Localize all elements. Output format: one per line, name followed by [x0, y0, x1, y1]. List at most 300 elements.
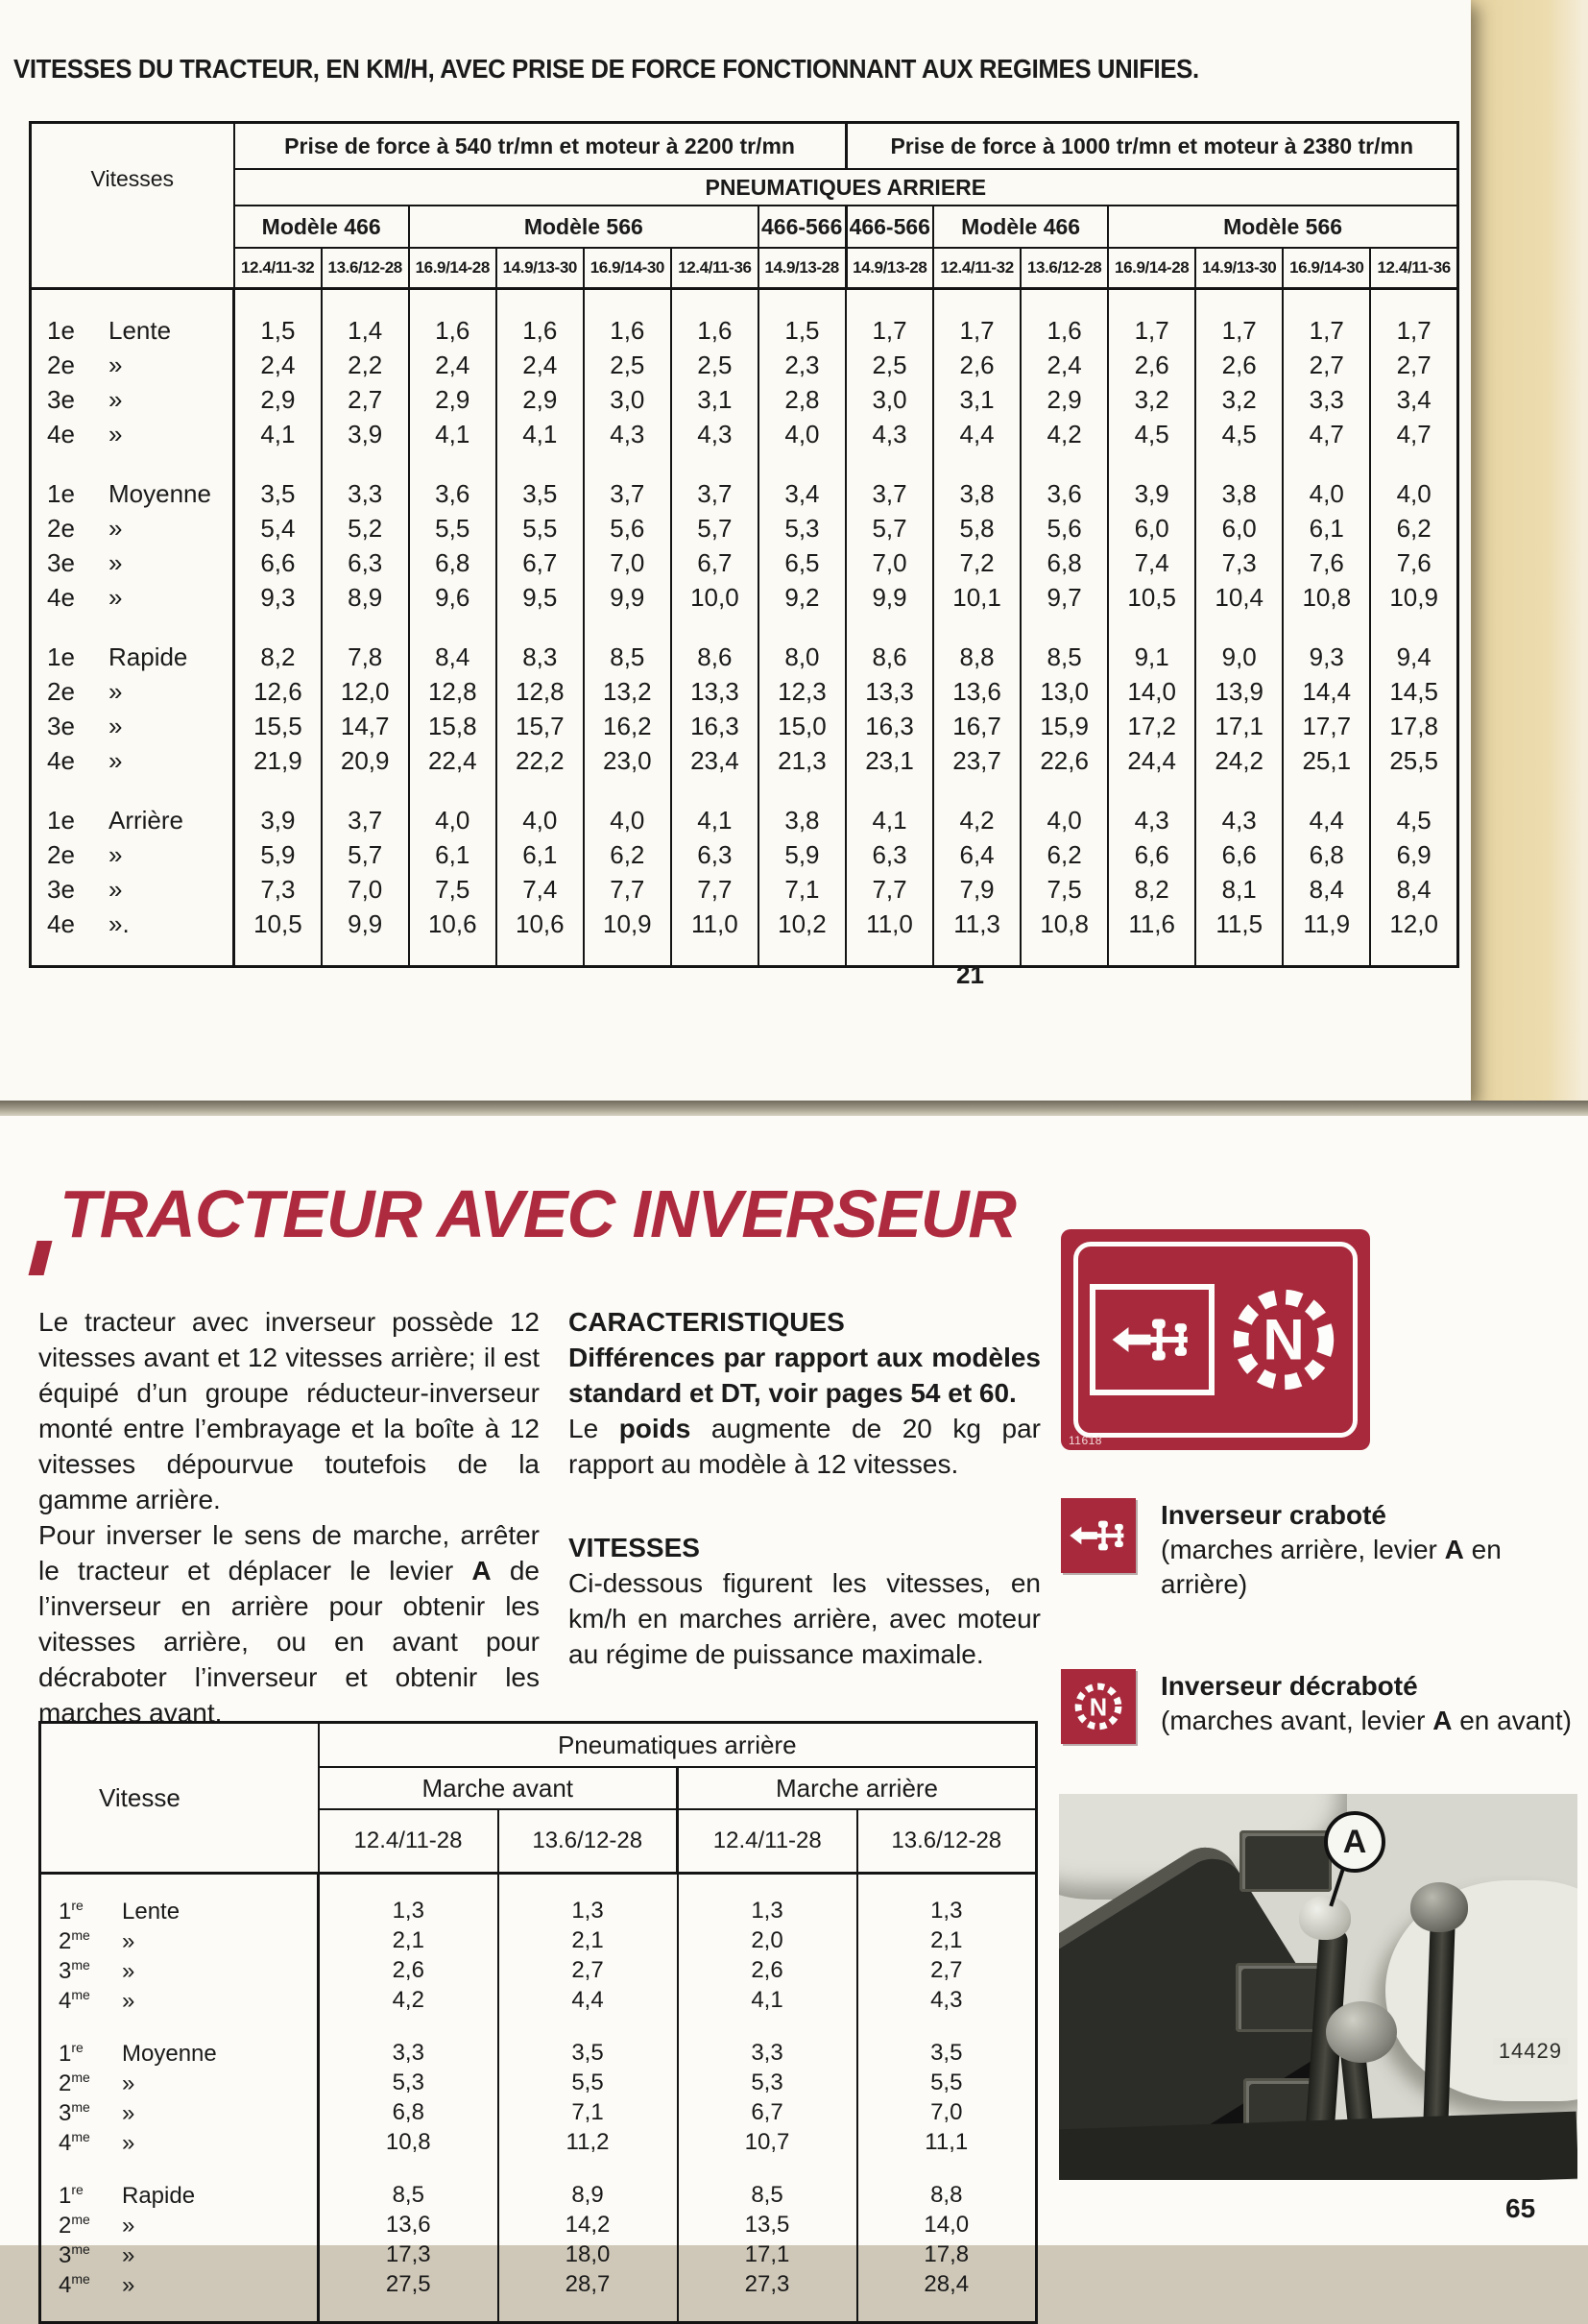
speed-value: 13,5 — [678, 2211, 857, 2240]
speed-value: 5,5 — [498, 2069, 678, 2098]
speed-value: 3,3 — [322, 477, 409, 512]
speed-value: 6,7 — [671, 546, 758, 581]
tire-size-header: 13.6/12-28 — [857, 1809, 1037, 1874]
speed-value: 2,7 — [1370, 349, 1457, 383]
speed-value: 1,6 — [409, 314, 496, 349]
speed-value: 5,5 — [857, 2069, 1037, 2098]
speed-value: 6,1 — [496, 838, 584, 873]
speed-value: 4,1 — [671, 804, 758, 838]
speed-value: 6,3 — [671, 838, 758, 873]
speed-value: 16,7 — [933, 710, 1021, 744]
speed-value: 7,2 — [933, 546, 1021, 581]
speed-value: 7,3 — [1195, 546, 1283, 581]
speed-value: 5,6 — [1021, 512, 1108, 546]
table-row — [31, 804, 1458, 838]
speed-value: 4,0 — [1283, 477, 1370, 512]
speed-value: 8,3 — [496, 641, 584, 675]
badge-code: 11618 — [1069, 1434, 1102, 1447]
page-21 — [0, 0, 1471, 1101]
speed-value: 3,5 — [498, 2039, 678, 2069]
neutral-icon — [1226, 1282, 1341, 1397]
speed-value: 14,4 — [1283, 675, 1370, 710]
speed-value: 22,2 — [496, 744, 584, 779]
gear-label: 2e » — [31, 349, 234, 383]
speed-value: 28,7 — [498, 2270, 678, 2300]
speed-value: 15,0 — [758, 710, 846, 744]
legend-title: Inverseur décraboté — [1161, 1671, 1418, 1701]
speed-value: 2,5 — [846, 349, 933, 383]
speed-table-header — [31, 123, 1458, 289]
speed-value: 11,0 — [846, 908, 933, 942]
speed-value: 8,6 — [846, 641, 933, 675]
speed-value: 4,5 — [1370, 804, 1457, 838]
speed-value: 3,5 — [234, 477, 322, 512]
spacer-row — [40, 1874, 1037, 1897]
speed-value: 4,1 — [678, 1986, 857, 2016]
speed-value: 14,7 — [322, 710, 409, 744]
gear-label: $2^{me}$ » — [40, 1926, 319, 1956]
speed-value: 9,9 — [846, 581, 933, 616]
table-row — [40, 2128, 1037, 2158]
speed-value: 5,3 — [319, 2069, 498, 2098]
speed-value: 12,6 — [234, 675, 322, 710]
speed-value: 8,2 — [234, 641, 322, 675]
speed-value: 6,3 — [322, 546, 409, 581]
speed-value: 23,0 — [584, 744, 671, 779]
table-row — [40, 2270, 1037, 2300]
photo-lever-a-knob — [1299, 1896, 1351, 1940]
table-row — [31, 314, 1458, 349]
speed-value: 8,6 — [671, 641, 758, 675]
tire-size-header: 13.6/12-28 — [498, 1809, 678, 1874]
speed-value: 2,0 — [678, 1926, 857, 1956]
speed-value: 9,1 — [1108, 641, 1195, 675]
table-row — [31, 838, 1458, 873]
speed-value: 16,3 — [671, 710, 758, 744]
legend-description: (marches arrière, levier A en arrière) — [1161, 1535, 1502, 1599]
speed-value: 1,5 — [234, 314, 322, 349]
speed-value: 1,7 — [846, 314, 933, 349]
speed-value: 12,8 — [496, 675, 584, 710]
speed-value: 10,2 — [758, 908, 846, 942]
model-header: Modèle 466 — [234, 206, 409, 248]
speed-value: 10,6 — [409, 908, 496, 942]
page-number: 65 — [1505, 2193, 1536, 2223]
photo-code: 14429 — [1493, 2038, 1568, 2065]
speed-value: 10,8 — [1283, 581, 1370, 616]
speed-value: 11,1 — [857, 2128, 1037, 2158]
speed-value: 5,5 — [409, 512, 496, 546]
table-row — [40, 2039, 1037, 2069]
speed-value: 1,7 — [1370, 314, 1457, 349]
speed-value: 7,6 — [1283, 546, 1370, 581]
speed-value: 2,7 — [322, 383, 409, 418]
speed-value: 9,4 — [1370, 641, 1457, 675]
speed-value: 17,8 — [857, 2240, 1037, 2270]
table-row — [40, 2181, 1037, 2211]
paragraph: Pour inverser le sens de marche, arrêter le tracteur et déplacer le levier A de l’inverseur en arrière pour obtenir les vitesses arrière, ou en avant pour décraboter l’inverseur et obtenir les marches avant. — [38, 1520, 540, 1728]
speed-value: 17,7 — [1283, 710, 1370, 744]
speed-value: 25,1 — [1283, 744, 1370, 779]
gear-label: 4e » — [31, 744, 234, 779]
speed-value: 1,7 — [1283, 314, 1370, 349]
photo-decal — [1239, 1830, 1332, 1892]
marche-arriere-header: Marche arrière — [678, 1767, 1037, 1809]
gear-label: 1re Lente — [40, 1897, 319, 1926]
speed-value: 1,6 — [671, 314, 758, 349]
speed-value: 16,3 — [846, 710, 933, 744]
speed-value: 6,1 — [409, 838, 496, 873]
tire-size-header: 13.6/12-28 — [1021, 248, 1108, 289]
legend-item-crabote — [1061, 1498, 1583, 1602]
speed-value: 23,4 — [671, 744, 758, 779]
speed-value: 8,5 — [1021, 641, 1108, 675]
speed-value: 3,9 — [322, 418, 409, 452]
speed-value: 6,7 — [496, 546, 584, 581]
speed-value: 7,0 — [857, 2098, 1037, 2128]
gear-label: $3^{me}$ » — [40, 2098, 319, 2128]
speed-value: 17,1 — [1195, 710, 1283, 744]
gear-label: $2^{me}$ » — [40, 2211, 319, 2240]
speed-value: 3,3 — [1283, 383, 1370, 418]
speed-value: 5,7 — [846, 512, 933, 546]
speed-value: 2,6 — [319, 1956, 498, 1986]
speed-value: 23,1 — [846, 744, 933, 779]
speed-value: 8,4 — [1283, 873, 1370, 908]
speed-value: 10,5 — [234, 908, 322, 942]
speed-value: 4,0 — [1370, 477, 1457, 512]
speed-value: 9,9 — [322, 908, 409, 942]
gear-label: 4e ». — [31, 908, 234, 942]
table-row — [40, 2211, 1037, 2240]
speed-value: 12,3 — [758, 675, 846, 710]
speed-value: 4,1 — [496, 418, 584, 452]
speed-value: 6,7 — [678, 2098, 857, 2128]
speed-value: 3,1 — [671, 383, 758, 418]
reverse-table-body — [40, 1874, 1037, 2323]
speed-value: 3,1 — [933, 383, 1021, 418]
speed-value: 2,5 — [671, 349, 758, 383]
levers-photo — [1059, 1794, 1577, 2180]
caracteristiques-heading: CARACTERISTIQUES — [568, 1307, 845, 1337]
table-row — [40, 1986, 1037, 2016]
speed-value: 20,9 — [322, 744, 409, 779]
speed-value: 3,6 — [1021, 477, 1108, 512]
inverseur-decal-badge — [1061, 1229, 1370, 1450]
table-row — [31, 908, 1458, 942]
speed-value: 7,6 — [1370, 546, 1457, 581]
speed-value: 7,7 — [671, 873, 758, 908]
speed-value: 17,2 — [1108, 710, 1195, 744]
spacer-row — [40, 2300, 1037, 2323]
speed-value: 1,7 — [933, 314, 1021, 349]
speed-value: 6,4 — [933, 838, 1021, 873]
speed-value: 8,8 — [857, 2181, 1037, 2211]
spacer-row — [31, 616, 1458, 641]
speed-value: 24,2 — [1195, 744, 1283, 779]
speed-value: 9,0 — [1195, 641, 1283, 675]
speed-value: 4,4 — [498, 1986, 678, 2016]
speed-value: 4,0 — [584, 804, 671, 838]
speed-value: 16,2 — [584, 710, 671, 744]
speed-value: 2,6 — [678, 1956, 857, 1986]
speed-value: 4,3 — [1108, 804, 1195, 838]
speed-value: 15,8 — [409, 710, 496, 744]
speed-value: 3,8 — [758, 804, 846, 838]
speed-value: 2,1 — [857, 1926, 1037, 1956]
page-65 — [0, 1116, 1588, 2298]
speed-value: 13,3 — [846, 675, 933, 710]
paragraph: Ci-dessous figurent les vitesses, en km/h en marches arrière, avec moteur au régime de puissance maximale. — [568, 1568, 1041, 1669]
intro-column — [38, 1304, 540, 1731]
speed-value: 11,9 — [1283, 908, 1370, 942]
speed-value: 6,5 — [758, 546, 846, 581]
speed-value: 7,7 — [846, 873, 933, 908]
photo-lever-right-knob — [1410, 1882, 1468, 1932]
tire-size-header: 13.6/12-28 — [322, 248, 409, 289]
speed-value: 27,3 — [678, 2270, 857, 2300]
speed-value: 15,7 — [496, 710, 584, 744]
speed-value: 4,3 — [846, 418, 933, 452]
speed-value: 9,3 — [234, 581, 322, 616]
speed-value: 8,5 — [584, 641, 671, 675]
speed-value: 4,3 — [857, 1986, 1037, 2016]
speed-value: 9,5 — [496, 581, 584, 616]
gear-label: 1re Rapide — [40, 2181, 319, 2211]
speed-value: 2,9 — [234, 383, 322, 418]
gear-label: $4^{me}$ » — [40, 2270, 319, 2300]
spacer-row — [40, 2016, 1037, 2039]
pneumatiques-header: PNEUMATIQUES ARRIERE — [234, 169, 1458, 206]
gear-label: 3e » — [31, 383, 234, 418]
pto-540-header: Prise de force à 540 tr/mn et moteur à 2200 tr/mn — [234, 123, 846, 170]
speed-value: 21,3 — [758, 744, 846, 779]
tire-size-header: 16.9/14-30 — [584, 248, 671, 289]
speed-value: 8,0 — [758, 641, 846, 675]
speed-value: 6,3 — [846, 838, 933, 873]
reverse-speed-table — [38, 1721, 1038, 2324]
spacer-row — [31, 942, 1458, 967]
paragraph: Différences par rapport aux modèles standard et DT, voir pages 54 et 60. — [568, 1343, 1041, 1408]
legend-item-decrabote — [1061, 1669, 1583, 1744]
speed-value: 1,7 — [1195, 314, 1283, 349]
speed-value: 2,8 — [758, 383, 846, 418]
table-row — [31, 581, 1458, 616]
legend-description: (marches avant, levier A en avant) — [1161, 1706, 1572, 1735]
speed-value: 8,8 — [933, 641, 1021, 675]
gear-label: 3e » — [31, 710, 234, 744]
speed-value: 3,9 — [234, 804, 322, 838]
speed-value: 5,9 — [758, 838, 846, 873]
speed-value: 6,1 — [1283, 512, 1370, 546]
neutral-icon — [1061, 1669, 1136, 1744]
speed-value: 5,4 — [234, 512, 322, 546]
tire-size-header: 16.9/14-28 — [1108, 248, 1195, 289]
speed-value: 5,2 — [322, 512, 409, 546]
tire-size-header: 12.4/11-36 — [671, 248, 758, 289]
speed-value: 2,2 — [322, 349, 409, 383]
vitesses-column-header: Vitesses — [31, 123, 234, 289]
speed-value: 8,9 — [498, 2181, 678, 2211]
speed-value: 2,7 — [498, 1956, 678, 1986]
speed-value: 11,3 — [933, 908, 1021, 942]
gear-label: $4^{me}$ » — [40, 2128, 319, 2158]
speed-value: 7,9 — [933, 873, 1021, 908]
table-row — [31, 873, 1458, 908]
svg-text:N: N — [1089, 1694, 1108, 1722]
speed-value: 17,3 — [319, 2240, 498, 2270]
speed-value: 2,9 — [1021, 383, 1108, 418]
table-row — [31, 546, 1458, 581]
speed-value: 11,2 — [498, 2128, 678, 2158]
speed-value: 7,3 — [234, 873, 322, 908]
spacer-row — [31, 289, 1458, 314]
page-title: VITESSES DU TRACTEUR, EN KM/H, AVEC PRISE DE FORCE FONCTIONNANT AUX REGIMES UNIFIES. — [13, 54, 1199, 84]
speed-value: 6,9 — [1370, 838, 1457, 873]
speed-value: 3,3 — [319, 2039, 498, 2069]
speed-value: 2,3 — [758, 349, 846, 383]
gear-label: 2e » — [31, 838, 234, 873]
speed-value: 1,6 — [584, 314, 671, 349]
speed-value: 4,1 — [846, 804, 933, 838]
speed-value: 1,4 — [322, 314, 409, 349]
tractor-reverse-icon — [1061, 1498, 1136, 1573]
speed-value: 13,0 — [1021, 675, 1108, 710]
speed-value: 3,9 — [1108, 477, 1195, 512]
gear-label: 2e » — [31, 512, 234, 546]
table-row — [31, 512, 1458, 546]
table-row — [31, 744, 1458, 779]
speed-value: 8,9 — [322, 581, 409, 616]
speed-value: 3,0 — [584, 383, 671, 418]
paragraph: Le poids augmente de 20 kg par rapport au modèle à 12 vitesses. — [568, 1414, 1041, 1479]
speed-value: 4,0 — [1021, 804, 1108, 838]
table-row — [31, 477, 1458, 512]
table-row — [31, 418, 1458, 452]
speed-value: 23,7 — [933, 744, 1021, 779]
speed-value: 25,5 — [1370, 744, 1457, 779]
speed-value: 5,7 — [322, 838, 409, 873]
speed-value: 3,7 — [322, 804, 409, 838]
speed-value: 8,2 — [1108, 873, 1195, 908]
gear-label: 1e Lente — [31, 314, 234, 349]
speed-value: 7,1 — [758, 873, 846, 908]
speed-value: 3,7 — [584, 477, 671, 512]
speed-value: 13,9 — [1195, 675, 1283, 710]
speed-value: 6,6 — [234, 546, 322, 581]
speed-value: 2,1 — [319, 1926, 498, 1956]
speed-value: 15,9 — [1021, 710, 1108, 744]
speed-value: 8,5 — [678, 2181, 857, 2211]
speed-value: 4,3 — [1195, 804, 1283, 838]
speed-value: 5,8 — [933, 512, 1021, 546]
table-row — [40, 2098, 1037, 2128]
speed-value: 3,7 — [671, 477, 758, 512]
speed-value: 1,3 — [498, 1897, 678, 1926]
tire-size-header: 16.9/14-30 — [1283, 248, 1370, 289]
speed-value: 8,4 — [1370, 873, 1457, 908]
tire-size-header: 12.4/11-32 — [933, 248, 1021, 289]
tire-size-header: 14.9/13-28 — [846, 248, 933, 289]
speed-value: 6,2 — [584, 838, 671, 873]
speed-value: 4,3 — [671, 418, 758, 452]
tire-size-header: 12.4/11-28 — [319, 1809, 498, 1874]
table-row — [40, 2069, 1037, 2098]
table-row — [40, 1956, 1037, 1986]
gear-label: $4^{me}$ » — [40, 1986, 319, 2016]
speed-value: 2,4 — [234, 349, 322, 383]
legend-title: Inverseur craboté — [1161, 1500, 1386, 1530]
gear-label: 1e Rapide — [31, 641, 234, 675]
speed-value: 4,7 — [1370, 418, 1457, 452]
marche-avant-header: Marche avant — [319, 1767, 678, 1809]
table-row — [40, 1926, 1037, 1956]
speed-value: 12,0 — [322, 675, 409, 710]
characteristics-column — [568, 1304, 1041, 1672]
tractor-reverse-icon — [1090, 1284, 1215, 1395]
speed-value: 15,5 — [234, 710, 322, 744]
speed-value: 3,2 — [1195, 383, 1283, 418]
speed-value: 10,8 — [1021, 908, 1108, 942]
speed-value: 1,5 — [758, 314, 846, 349]
speed-value: 2,1 — [498, 1926, 678, 1956]
speed-value: 3,8 — [933, 477, 1021, 512]
pneumatiques-header: Pneumatiques arrière — [319, 1723, 1037, 1768]
gear-label: 4e » — [31, 581, 234, 616]
gear-label: 3e » — [31, 873, 234, 908]
table-row — [40, 2240, 1037, 2270]
speed-value: 6,6 — [1108, 838, 1195, 873]
gear-label: $3^{me}$ » — [40, 2240, 319, 2270]
speed-value: 3,6 — [409, 477, 496, 512]
speed-value: 2,9 — [409, 383, 496, 418]
speed-value: 2,4 — [1021, 349, 1108, 383]
speed-value: 14,5 — [1370, 675, 1457, 710]
speed-value: 4,2 — [319, 1986, 498, 2016]
speed-value: 10,9 — [1370, 581, 1457, 616]
tire-size-header: 16.9/14-28 — [409, 248, 496, 289]
speed-value: 7,0 — [322, 873, 409, 908]
speed-value: 17,1 — [678, 2240, 857, 2270]
badge-inner-frame — [1073, 1242, 1358, 1438]
speed-value: 4,0 — [758, 418, 846, 452]
model-header: Modèle 466 — [933, 206, 1108, 248]
speed-value: 4,2 — [1021, 418, 1108, 452]
speed-value: 2,6 — [1108, 349, 1195, 383]
speed-value: 7,4 — [496, 873, 584, 908]
speed-value: 28,4 — [857, 2270, 1037, 2300]
speed-value: 1,7 — [1108, 314, 1195, 349]
svg-text:N: N — [1263, 1307, 1305, 1372]
speed-value: 7,5 — [1021, 873, 1108, 908]
gear-label: 1e Arrière — [31, 804, 234, 838]
speed-value: 5,3 — [758, 512, 846, 546]
spacer-row — [31, 779, 1458, 804]
speed-value: 3,4 — [1370, 383, 1457, 418]
speed-value: 14,0 — [857, 2211, 1037, 2240]
speed-value: 1,3 — [678, 1897, 857, 1926]
gear-label: 1e Moyenne — [31, 477, 234, 512]
speed-value: 9,2 — [758, 581, 846, 616]
tire-size-header: 14.9/13-30 — [1195, 248, 1283, 289]
speed-value: 4,4 — [1283, 804, 1370, 838]
section-heading: TRACTEUR AVEC INVERSEUR — [60, 1176, 1016, 1251]
speed-value: 7,7 — [584, 873, 671, 908]
model-header: Modèle 566 — [409, 206, 758, 248]
speed-value: 22,4 — [409, 744, 496, 779]
gear-label: $2^{me}$ » — [40, 2069, 319, 2098]
speed-value: 5,6 — [584, 512, 671, 546]
